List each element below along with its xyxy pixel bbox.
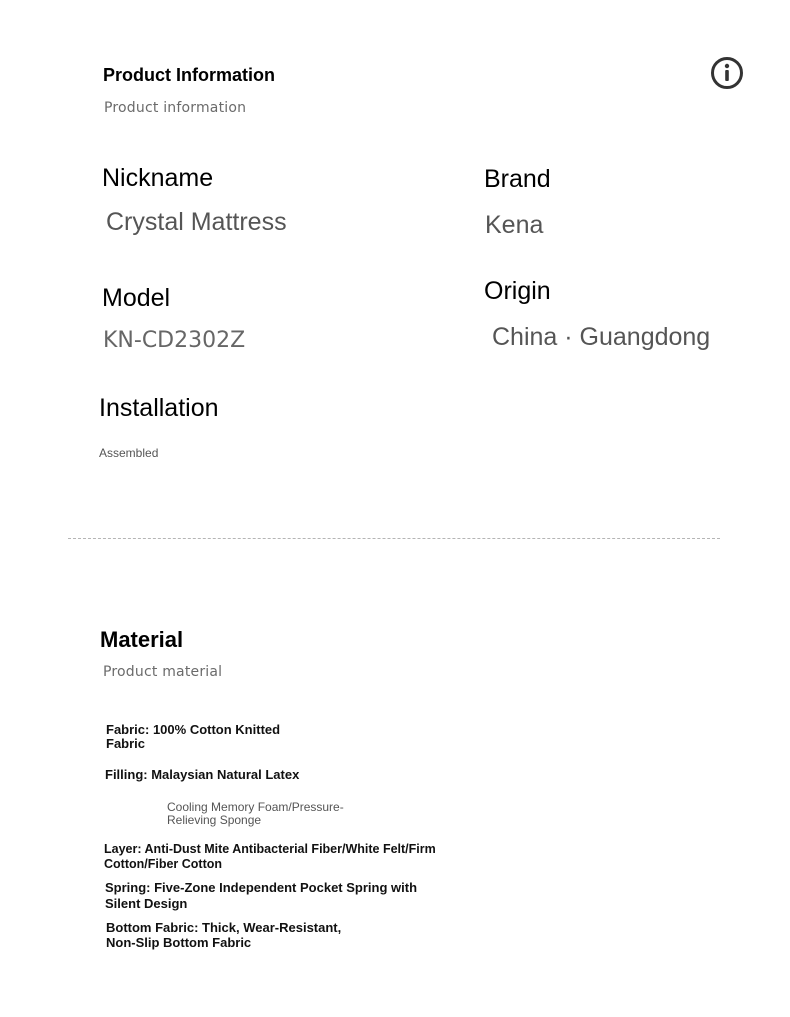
origin-value: China · Guangdong — [492, 323, 711, 351]
material-fabric: Fabric: 100% Cotton Knitted Fabric — [106, 722, 281, 751]
material-subtitle: Product material — [103, 664, 223, 680]
material-filling: Filling: Malaysian Natural Latex — [105, 767, 300, 782]
nickname-label: Nickname — [102, 164, 214, 192]
material-spring: Spring: Five-Zone Independent Pocket Spring with Silent Design — [105, 880, 418, 911]
installation-value: Assembled — [99, 446, 159, 460]
installation-label: Installation — [99, 394, 219, 422]
product-info-subtitle: Product information — [104, 100, 247, 116]
brand-value: Kena — [485, 211, 544, 239]
model-label: Model — [102, 284, 171, 312]
section-divider — [68, 538, 720, 539]
brand-label: Brand — [484, 165, 551, 193]
origin-label: Origin — [484, 277, 551, 305]
material-title: Material — [100, 627, 184, 652]
material-layer: Layer: Anti-Dust Mite Antibacterial Fiber/White Felt/Firm Cotton/Fiber Cotton — [104, 842, 436, 871]
material-bottom-fabric: Bottom Fabric: Thick, Wear-Resistant, Non-Slip Bottom Fabric — [106, 920, 342, 950]
nickname-value: Crystal Mattress — [106, 208, 287, 236]
product-info-title: Product Information — [103, 65, 275, 85]
info-icon[interactable] — [710, 56, 744, 90]
model-value: KN-CD2302Z — [103, 328, 246, 353]
material-filling-note: Cooling Memory Foam/Pressure-Relieving Sponge — [167, 800, 344, 827]
